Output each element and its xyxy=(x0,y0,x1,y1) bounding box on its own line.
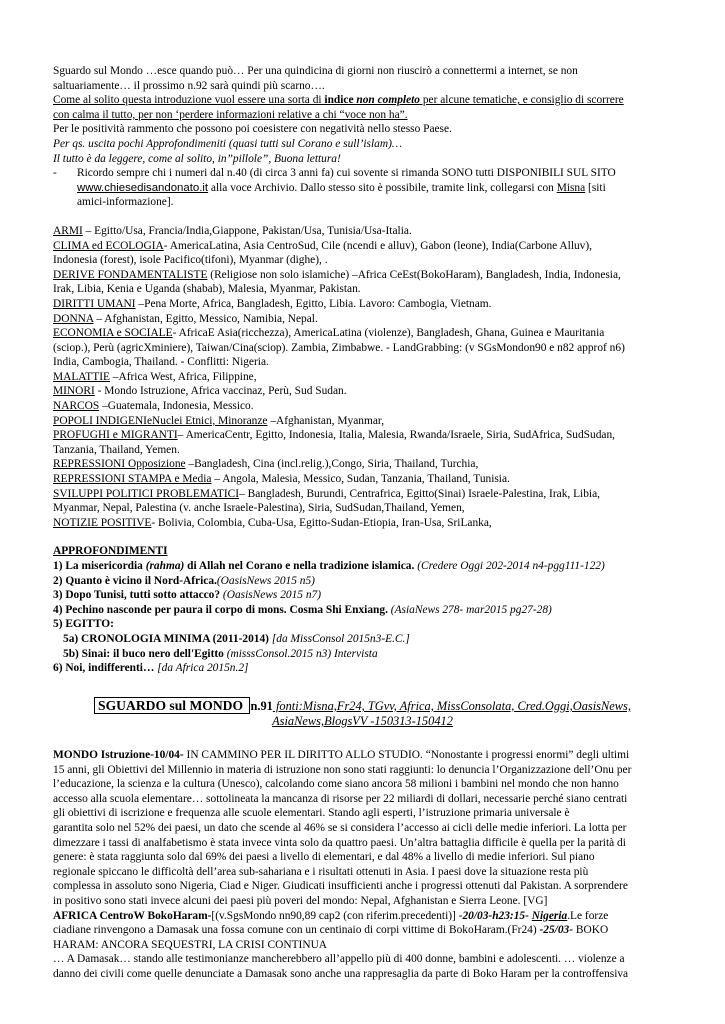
approf-title: 6) Noi, indifferenti… xyxy=(53,662,155,675)
site-link[interactable]: www.chiesedisandonato.it xyxy=(77,181,209,194)
index-entry xyxy=(53,384,673,399)
article-line: l’educazione, la scienza e la cultura (Unesco), calcolando come siano ancora 58 milioni i bambini nel mondo che non hanno xyxy=(53,778,619,791)
approf-title: (rahma) xyxy=(145,560,185,572)
intro-section xyxy=(53,64,673,676)
article-text: BOKO xyxy=(573,924,609,937)
approfondimenti-section xyxy=(53,544,673,675)
index-countries: –Guatemala, Indonesia, Messico. xyxy=(99,400,254,413)
index-entry xyxy=(53,399,673,414)
intro-text: per alcune tematiche, e consiglio di scorrere xyxy=(420,94,624,107)
index-topic-label: ECONOMIA e SOCIALE xyxy=(53,327,173,340)
index-entry xyxy=(53,443,673,458)
index-countries: - AfricaE Asia(ricchezza), AmericaLatina (violenze), Bangladesh, Ghana, Guinea e Mauritania xyxy=(172,327,605,340)
index-topic-label: POPOLI INDIGENIeNuclei Etnici, Minoranze xyxy=(53,414,268,427)
index-countries: (Religiose non solo islamiche) –Africa CeEst(BokoHaram), Bangladesh, India, Indonesia, xyxy=(207,268,621,281)
article-text: IN CAMMINO PER IL DIRITTO ALLO STUDIO. “Nonostante i progressi enormi” degli ultimi xyxy=(183,749,630,761)
index-countries: Indonesia (forest), isole Pacifico(tifoni), Myanmar (dighe), . xyxy=(53,254,328,267)
article-line: complessa in assoluto sono Nigeria, Ciad e Niger. Giudicati insufficienti anche i progressi ottenuti dal Pakistan. A sorprendere xyxy=(53,880,628,893)
approf-source: [da Africa 2015n.2] xyxy=(154,662,249,675)
index-countries: India, Cambogia, Thailand. - Conflitti: Nigeria. xyxy=(53,356,269,369)
index-topic-label: REPRESSIONI Opposizione xyxy=(53,458,186,471)
index-countries: – Bangladesh, Burundi, Centrafrica, Egitto(Sinai) Israele-Palestina, Irak, Libia, xyxy=(239,487,600,500)
index-entry xyxy=(53,516,673,531)
approf-item xyxy=(53,574,673,589)
approf-item xyxy=(53,617,673,632)
approf-source: (AsiaNews 278- mar2015 pg27-28) xyxy=(387,603,552,616)
issue-header xyxy=(0,698,725,729)
index-entry xyxy=(53,341,673,356)
reminder-bullet xyxy=(53,166,673,210)
index-topic-label: DERIVE FONDAMENTALISTE xyxy=(53,268,208,281)
approf-item xyxy=(53,559,673,574)
article-line xyxy=(53,909,673,924)
index-countries: –Afghanistan, Myanmar, xyxy=(267,414,385,427)
index-countries: (sciop.), Perù (agricXminiere), Taiwan/Cina(sciop). Zambia, Zimbabwe. - LandGrabbing: (v SGsMondon90 e n82 approf n6) xyxy=(53,341,625,354)
index-topic-label: DIRITTI UMANI xyxy=(53,297,136,310)
index-topic-label: ARMI xyxy=(53,224,83,237)
index-entry xyxy=(53,501,673,516)
index-entry xyxy=(53,268,673,283)
intro-noncomplete: non completo xyxy=(356,94,420,107)
index-entry xyxy=(53,457,673,472)
index-entry xyxy=(53,472,673,487)
index-countries: – Egitto/Usa, Francia/India,Giappone, Pakistan/Usa, Tunisia/Usa-Italia. xyxy=(82,224,412,237)
index-entry xyxy=(53,297,673,312)
intro-line-4: con calma il tutto, per non ‘perdere informazioni relative a chi “voce non ha”. xyxy=(53,108,408,121)
approf-title: di Allah nel Corano e nella tradizione islamica. xyxy=(184,560,415,572)
index-topic-label: NARCOS xyxy=(53,400,100,413)
intro-index-word: indice xyxy=(324,94,357,107)
index-entry xyxy=(53,239,673,254)
index-topic-label: PROFUGHI e MIGRANTI xyxy=(53,429,178,442)
index-entry xyxy=(53,414,673,429)
article-text: .Le forze xyxy=(567,909,609,922)
intro-line-7: Il tutto è da leggere, come al solito, in”pillole”, Buona lettura! xyxy=(53,152,341,165)
approf-source: [da MissConsol 2015n3-E.C.] xyxy=(268,632,410,645)
issue-sources: fonti:Misna,Fr24, TGvv, Africa, MissConsolata, Cred.Oggi,OasisNews, xyxy=(272,699,631,713)
index-entry xyxy=(53,428,673,443)
index-entry xyxy=(53,253,673,268)
index-countries: - Bolivia, Colombia, Cuba-Usa, Egitto-Sudan-Etiopia, Iran-Usa, SriLanka, xyxy=(151,516,492,529)
approf-title: 5a) CRONOLOGIA MINIMA (2011-2014) xyxy=(63,632,269,645)
article-line: dimezzare i tassi di analfabetismo è stata invece vinta solo da quattro paesi. Un’altra battaglia difficile è quella per la parità di xyxy=(53,836,626,849)
article-text: [(v.SgsMondo nn90,89 cap2 (con riferim.precedenti)] - xyxy=(211,909,463,922)
approf-title: 5b) Sinai: il buco nero dell'Egitto xyxy=(63,647,224,660)
article-line: accesso alla scuola elementare… sottolineata la mancanza di risorse per 22 miliardi di dollari, necessarie perché siano centrati xyxy=(53,792,628,805)
misna-link[interactable]: Misna xyxy=(556,181,586,194)
article-date: 20/03-h23:15- xyxy=(462,909,532,922)
approf-title: 3) Dopo Tunisi, tutti sotto attacco? xyxy=(53,589,221,602)
approf-item-5a xyxy=(53,632,673,647)
index-entry xyxy=(53,487,673,502)
article-country: Nigeria xyxy=(531,909,568,922)
issue-number: n.91 xyxy=(250,699,273,713)
index-countries: - AmericaLatina, Asia CentroSud, Cile (ncendi e alluv), Gabon (leone), India(Carbone Alluv), xyxy=(163,239,593,252)
article-line: regionale spiccano le difficoltà dell’area sub-sahariana e i risultati ottenuti in Asia. I paesi dove la situazione resta più xyxy=(53,865,589,878)
approf-source: (OasisNews 2015 n5) xyxy=(216,574,315,587)
index-topic-label: MINORI xyxy=(53,385,95,398)
article-line: danno dei civili come quelle denunciate a Damasak sono anche una rappresaglia da parte di Boko Haram per la controffensiva xyxy=(53,967,629,980)
bullet-dash: - xyxy=(53,167,57,180)
article-line: in positivo sono stati invece alcuni dei paesi più poveri del mondo: Nepal, Afghanistan e Sierra Leone. [VG] xyxy=(53,894,548,907)
index-topic-label: SVILUPPI POLITICI PROBLEMATICI xyxy=(53,487,240,500)
approf-title: 5) EGITTO: xyxy=(53,618,114,631)
article-line: gli obiettivi di iscrizione e frequenza alle scuole elementari. Stando agli esperti, l’istruzione primaria universale è xyxy=(53,807,570,820)
intro-line-1: Sguardo sul Mondo …esce quando può… Per una quindicina di giorni non riuscirò a connettermi a internet, se non xyxy=(53,65,578,77)
index-countries: – AmericaCentr, Egitto, Indonesia, Italia, Malesia, Rwanda/Israele, Siria, SudAfrica, SudSudan, xyxy=(177,429,616,442)
intro-line-3 xyxy=(53,93,673,108)
approf-title: 1) La misericordia xyxy=(53,560,146,572)
reminder-line-2 xyxy=(77,181,616,196)
index-topic-label: MALATTIE xyxy=(53,370,110,383)
index-countries: – Afghanistan, Egitto, Messico, Namibia, Nepal. xyxy=(93,312,318,325)
article-text: ciadiane rinvengono a Damasak una fossa comune con un centinaio di corpi vittime di BokoHaram.(Fr24) xyxy=(53,924,540,937)
article-paragraph xyxy=(53,763,673,909)
topic-index xyxy=(53,224,673,530)
index-countries: – Angola, Malesia, Messico, Sudan, Tanzania, Thailand, Tunisia. xyxy=(211,473,510,486)
index-countries: - Mondo Istruzione, Africa vaccinaz, Perù, Sud Sudan. xyxy=(94,385,347,398)
approfondimenti-heading: APPROFONDIMENTI xyxy=(53,545,168,558)
article-line xyxy=(53,748,673,763)
intro-text: Come al solito questa introduzione vuol essere una sorta di xyxy=(53,94,325,107)
approfondimenti-list xyxy=(53,559,673,632)
index-countries: Tanzania, Thailand, Yemen. xyxy=(53,443,180,456)
index-countries: Myanmar, Nepal, Palestina (v. anche Israele-Palestina), Siria, SudSudan,Thailand, Yemen, xyxy=(53,502,465,515)
approf-item xyxy=(53,588,673,603)
article-line: garantita solo nel 52% dei paesi, un dato che scende al 46% se si considera l’accesso ai cicli delle medie inferiori. La lotta per xyxy=(53,821,627,834)
index-countries: –Bangladesh, Cina (incl.relig.),Congo, Siria, Thailand, Turchia, xyxy=(185,458,479,471)
issue-header-line-2: AsiaNews,BlogsVV -150313-150412 xyxy=(272,714,453,728)
issue-title-box: SGUARDO sul MONDO xyxy=(94,697,250,714)
approf-source: (misssConsol.2015 n3) Intervista xyxy=(223,647,378,660)
index-topic-label: CLIMA ed ECOLOGIA xyxy=(53,239,164,252)
article-line: 15 anni, gli Obiettivi del Millennio in materia di istruzione non sono stati raggiunti: lo denuncia l’Organizzazione dell’Onu per xyxy=(53,763,632,776)
reminder-text: [siti xyxy=(585,181,606,194)
article-date: -25/03- xyxy=(539,924,574,937)
index-countries: Irak, Libia, Kenia e Uganda (shabab), Malesia, Myanmar, Pakistan. xyxy=(53,283,361,296)
index-entry xyxy=(53,282,673,297)
approf-item-5b xyxy=(53,647,673,662)
reminder-line-3: amici-informazione]. xyxy=(77,196,174,209)
approf-source: (Credere Oggi 202-2014 n4-pgg111-122) xyxy=(414,560,605,572)
intro-line-5: Per le positività rammento che possono poi coesistere con negatività nello stesso Paese. xyxy=(53,123,452,136)
index-countries: –Africa West, Africa, Filippine, xyxy=(109,370,257,383)
article-body xyxy=(53,748,673,982)
article-line: … A Damasak… stando alle testimonianze mancherebbero all’appello più di 400 donne, bambini e adolescenti. … violenze a xyxy=(53,953,625,966)
article-heading: AFRICA CentroW BokoHaram- xyxy=(53,909,212,922)
index-entry xyxy=(53,326,673,341)
article-line: genere: è stata raggiunta solo dal 69% dei paesi a livello di elementari, e dal 48% a livello di medie inferiori. Sul piano xyxy=(53,851,595,864)
index-entry xyxy=(53,370,673,385)
index-entry xyxy=(53,312,673,327)
intro-line-6: Per qs. uscita pochi Approfondimeniti (quasi tutti sul Corano e sull’islam)… xyxy=(53,137,402,150)
article-line: HARAM: ANCORA SEQUESTRI, LA CRISI CONTINUA xyxy=(53,938,328,951)
approf-title: 4) Pechino nasconde per paura il corpo di mons. Cosma Shi Enxiang. xyxy=(53,603,388,616)
approf-item xyxy=(53,603,673,618)
article-line xyxy=(53,923,673,938)
index-topic-label: DONNA xyxy=(53,312,94,325)
approf-item-6 xyxy=(53,661,673,676)
reminder-line-1: Ricordo sempre chi i numeri dal n.40 (di circa 3 anni fa) cui sovente si rimanda SONO tutti DISPONIBILI SUL SITO xyxy=(77,167,616,180)
reminder-text: alla voce Archivio. Dallo stesso sito è possibile, tramite link, collegarsi con xyxy=(208,181,557,194)
article-heading: MONDO Istruzione-10/04- xyxy=(53,749,184,761)
approf-source: (OasisNews 2015 n7) xyxy=(220,589,322,602)
index-countries: –Pena Morte, Africa, Bangladesh, Egitto, Libia. Lavoro: Cambogia, Vietnam. xyxy=(135,297,492,310)
index-entry xyxy=(53,224,673,239)
index-entry xyxy=(53,355,673,370)
approf-title: 2) Quanto è vicino il Nord-Africa. xyxy=(53,574,217,587)
intro-line-2: saltuariamente… il prossimo n.92 sarà quindi più scarno…. xyxy=(53,79,325,92)
issue-header-line-1 xyxy=(0,698,725,714)
index-topic-label: REPRESSIONI STAMPA e Media xyxy=(53,473,212,486)
index-topic-label: NOTIZIE POSITIVE xyxy=(53,516,152,529)
